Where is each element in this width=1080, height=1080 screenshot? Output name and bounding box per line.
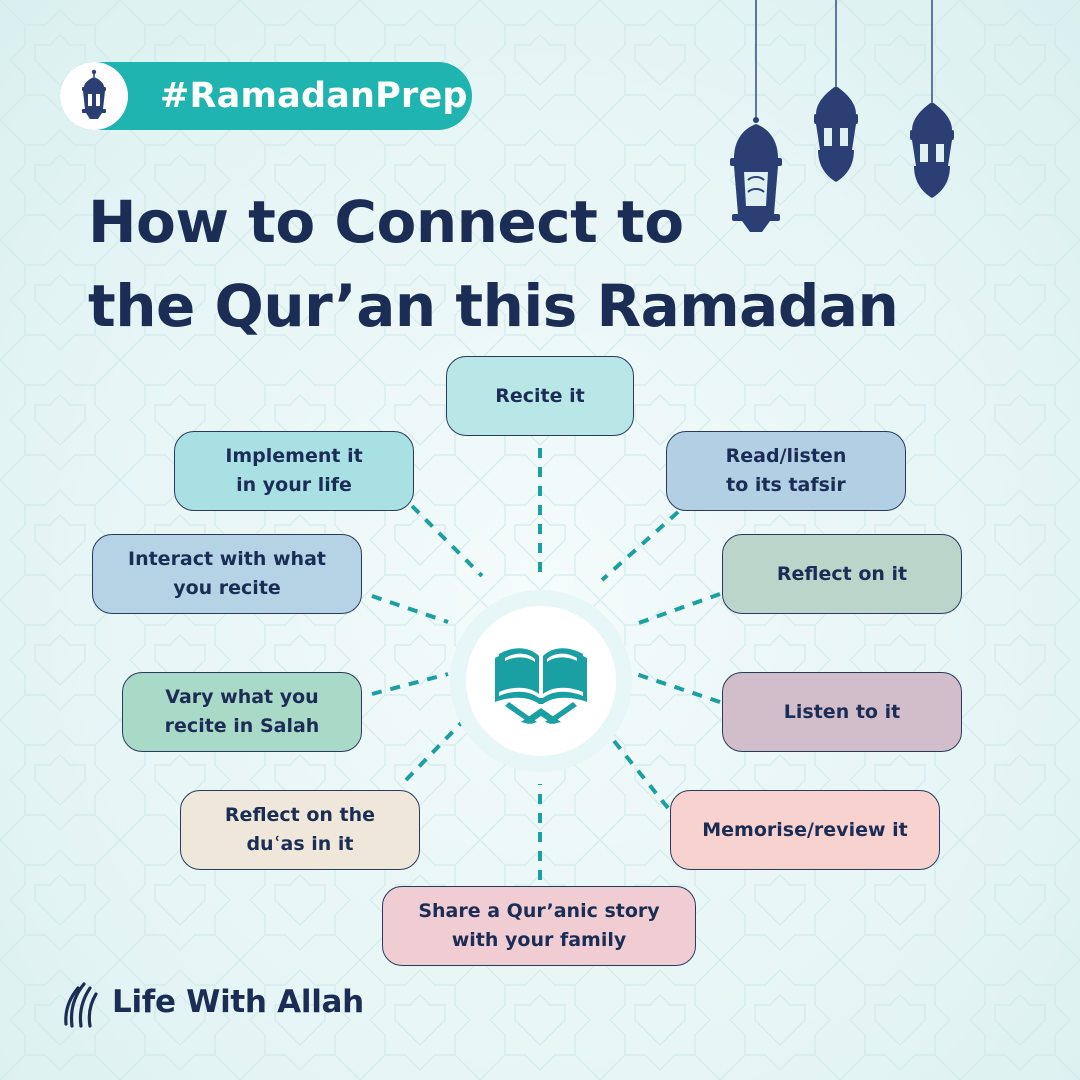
connector-duas [406,718,466,780]
connector-reflect [636,594,720,624]
title-line-1: How to Connect to [88,188,684,256]
connector-listen [636,674,720,702]
connector-tafsir [602,512,678,580]
title-line-2: the Qur’an this Ramadan [88,272,899,340]
node-label: Reflect on it [776,562,908,585]
node-label: Reflect on the duʿas in it [224,804,376,855]
node-label: Read/listen to its tafsir [725,445,847,496]
node-listen-to-it [722,672,962,752]
node-label: Memorise/review it [702,818,908,841]
connector-interact [372,596,448,622]
connector-vary-salah [372,674,448,694]
node-label: Recite it [495,384,585,407]
hashtag-label: #RamadanPrep [160,76,468,116]
node-implement-in-life [174,431,414,511]
node-reflect-on-duas [180,790,420,870]
node-label: Vary what you recite in Salah [164,686,320,737]
node-label: Share a Qur’anic story with your family [418,900,660,951]
node-reflect-on-it [722,534,962,614]
node-interact-with-recitation [92,534,362,614]
node-label: Implement it in your life [225,445,363,496]
node-label: Listen to it [783,700,901,723]
hanging-lanterns-icon [700,0,1080,250]
node-recite-it [446,356,634,436]
lantern-badge-icon [60,62,128,130]
connector-implement [412,506,482,576]
hub-inner-circle [466,606,616,756]
quran-book-on-stand-icon [491,636,591,726]
brand-name: Life With Allah [112,984,364,1020]
node-read-listen-tafsir [666,431,906,511]
node-memorise-review [670,790,940,870]
node-share-quranic-story [382,886,696,966]
life-with-allah-logo-icon [62,980,102,1032]
node-vary-recitation-salah [122,672,362,752]
connector-memorise [610,736,668,808]
node-label: Interact with what you recite [128,548,326,599]
central-hub [450,590,632,772]
